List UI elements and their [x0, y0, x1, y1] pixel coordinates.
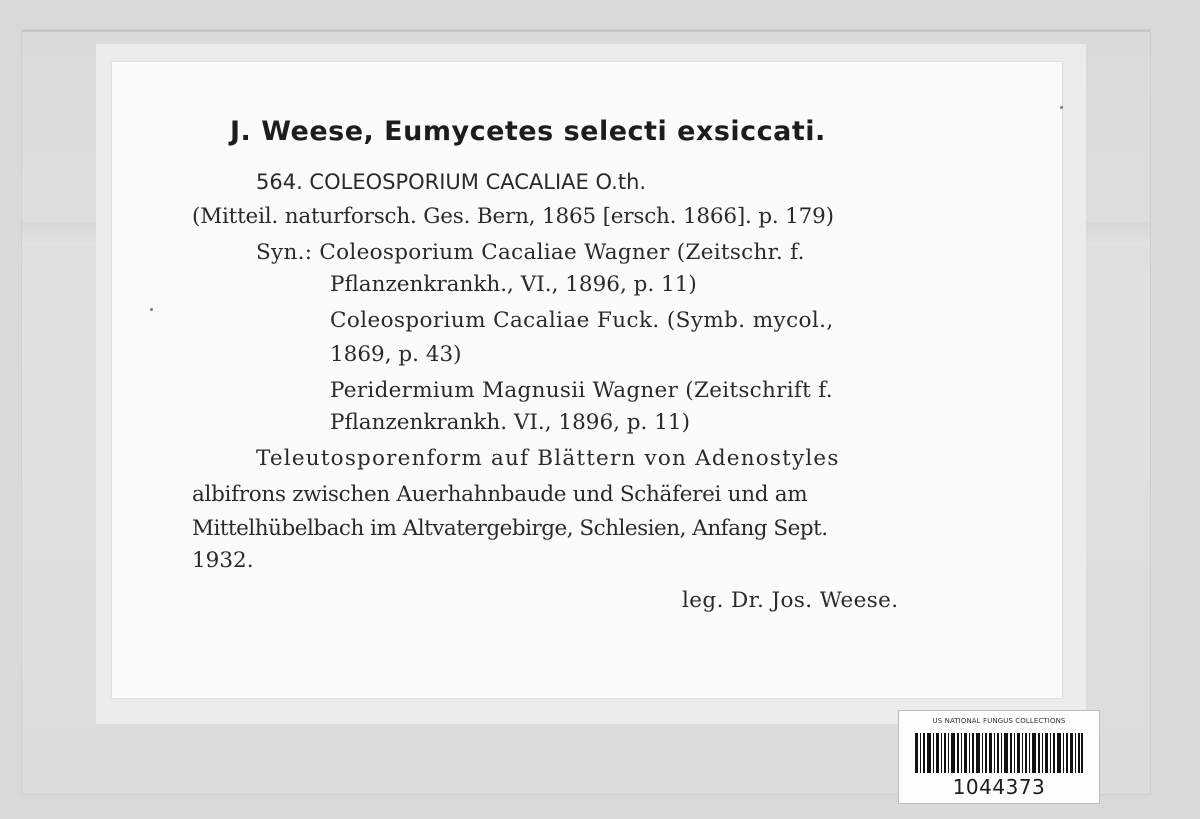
synonym-line-6: Pflanzenkrankh. VI., 1896, p. 11)	[330, 410, 690, 435]
barcode-image	[915, 733, 1083, 773]
paper-speck	[150, 308, 153, 311]
label-title: J. Weese, Eumycetes selecti exsiccati.	[230, 116, 826, 147]
synonym-line-5: Peridermium Magnusii Wagner (Zeitschrift f.	[330, 378, 833, 403]
description-line-4: 1932.	[192, 548, 254, 573]
synonym-line-4: 1869, p. 43)	[330, 342, 462, 367]
description-line-2: albifrons zwischen Auerhahnbaude und Schäferei und am	[192, 482, 808, 507]
description-line-3: Mittelhübelbach im Altvatergebirge, Schlesien, Anfang Sept.	[192, 516, 828, 541]
species-heading: 564. COLEOSPORIUM CACALIAE O.th.	[256, 170, 647, 194]
paper-speck	[1060, 106, 1063, 109]
citation-line: (Mitteil. naturforsch. Ges. Bern, 1865 [ersch. 1866]. p. 179)	[192, 204, 834, 229]
synonym-line-2: Pflanzenkrankh., VI., 1896, p. 11)	[330, 272, 697, 297]
synonym-line-1: Syn.: Coleosporium Cacaliae Wagner (Zeitschr. f.	[256, 240, 805, 265]
barcode-header: US NATIONAL FUNGUS COLLECTIONS	[932, 717, 1066, 725]
collector-line: leg. Dr. Jos. Weese.	[682, 588, 899, 613]
barcode-label	[898, 710, 1100, 804]
description-line-1: Teleutosporenform auf Blättern von Adenostyles	[256, 446, 840, 471]
synonym-line-3: Coleosporium Cacaliae Fuck. (Symb. mycol.,	[330, 308, 834, 333]
barcode-number: 1044373	[952, 775, 1046, 799]
